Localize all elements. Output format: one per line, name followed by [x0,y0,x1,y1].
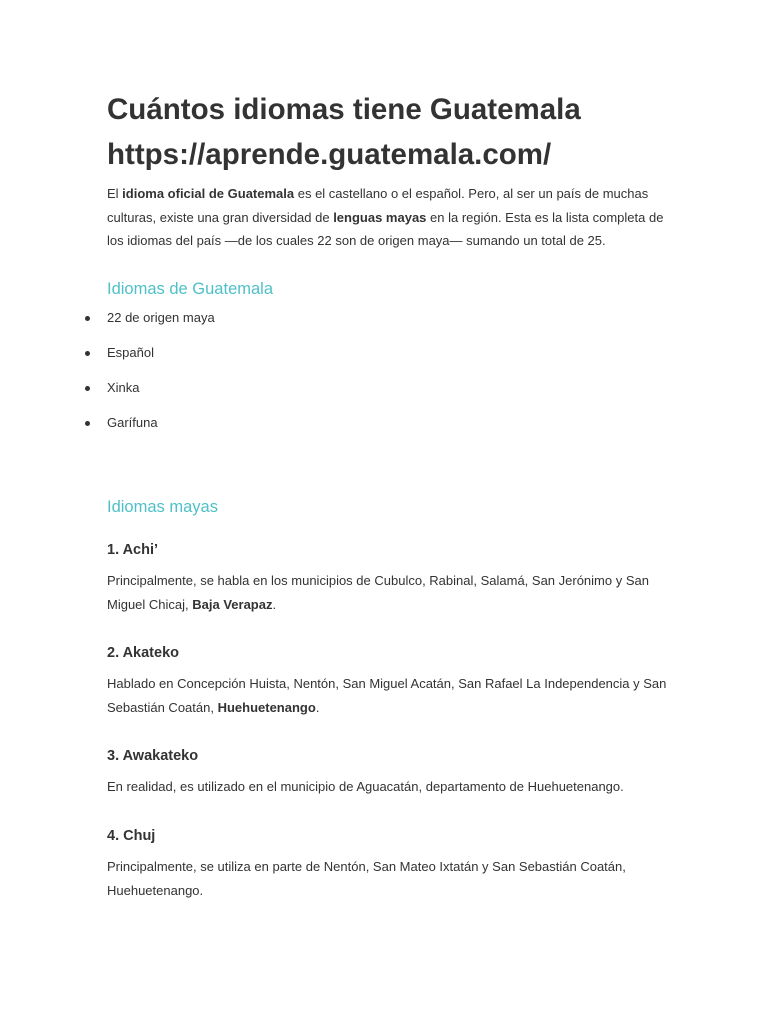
bullet-icon [85,316,90,321]
intro-text-1: El [107,186,123,201]
list-item [85,412,665,447]
list-item [85,377,665,412]
intro-paragraph [107,182,667,253]
language-heading-achi: 1. Achi’ [107,542,159,558]
language-description-awakateko: En realidad, es utilizado en el municipio de Aguacatán, departamento de Huehuetenango. [107,779,624,794]
language-heading-akateko: 2. Akateko [107,645,179,661]
title-line-1: Cuántos idiomas tiene Guatemala [107,93,581,126]
language-description-akateko [107,672,667,719]
list-item-text: Xinka [107,380,140,395]
language-bold-place: Huehuetenango [217,699,316,715]
intro-bold-official-language: idioma oficial de Guatemala [122,186,295,201]
language-heading-awakateko: 3. Awakateko [107,748,199,764]
list-item-text: Español [107,345,154,360]
list-item-text: 22 de origen maya [107,310,215,325]
list-item [85,342,665,377]
language-heading-chuj: 4. Chuj [107,828,156,844]
language-text-end: . [272,596,277,612]
intro-text-2: es el castellano o el español. Pero, al ser un país de muchas culturas, existe una gran diversidad de [107,186,649,225]
title-line-2-url: https://aprende.guatemala.com/ [107,138,552,171]
list-item [85,307,665,342]
bullet-icon [85,421,90,426]
language-text: Hablado en Concepción Huista, Nentón, San Miguel Acatán, San Rafael La Independencia y San Sebastián Coatán, [107,676,667,715]
bullet-icon [85,386,90,391]
section-heading-languages: Idiomas de Guatemala [107,280,274,298]
language-description-achi [107,569,667,616]
language-text-end: . [315,699,320,715]
section-heading-mayan: Idiomas mayas [107,498,218,516]
languages-list [85,307,665,447]
language-text: Principalmente, se habla en los municipios de Cubulco, Rabinal, Salamá, San Jerónimo y San Miguel Chicaj, [107,573,649,612]
list-item-text: Garífuna [107,415,158,430]
bullet-icon [85,351,90,356]
intro-text-3: en la región. Esta es la lista completa de los idiomas del país —de los cuales 22 son de origen maya— sumando un total de 25. [107,209,664,248]
page-title [107,87,667,177]
language-bold-place: Baja Verapaz [192,596,273,612]
language-description-chuj: Principalmente, se utiliza en parte de Nentón, San Mateo Ixtatán y San Sebastián Coatán, Huehuetenango. [107,859,626,898]
intro-bold-mayan-languages: lenguas mayas [333,209,427,225]
